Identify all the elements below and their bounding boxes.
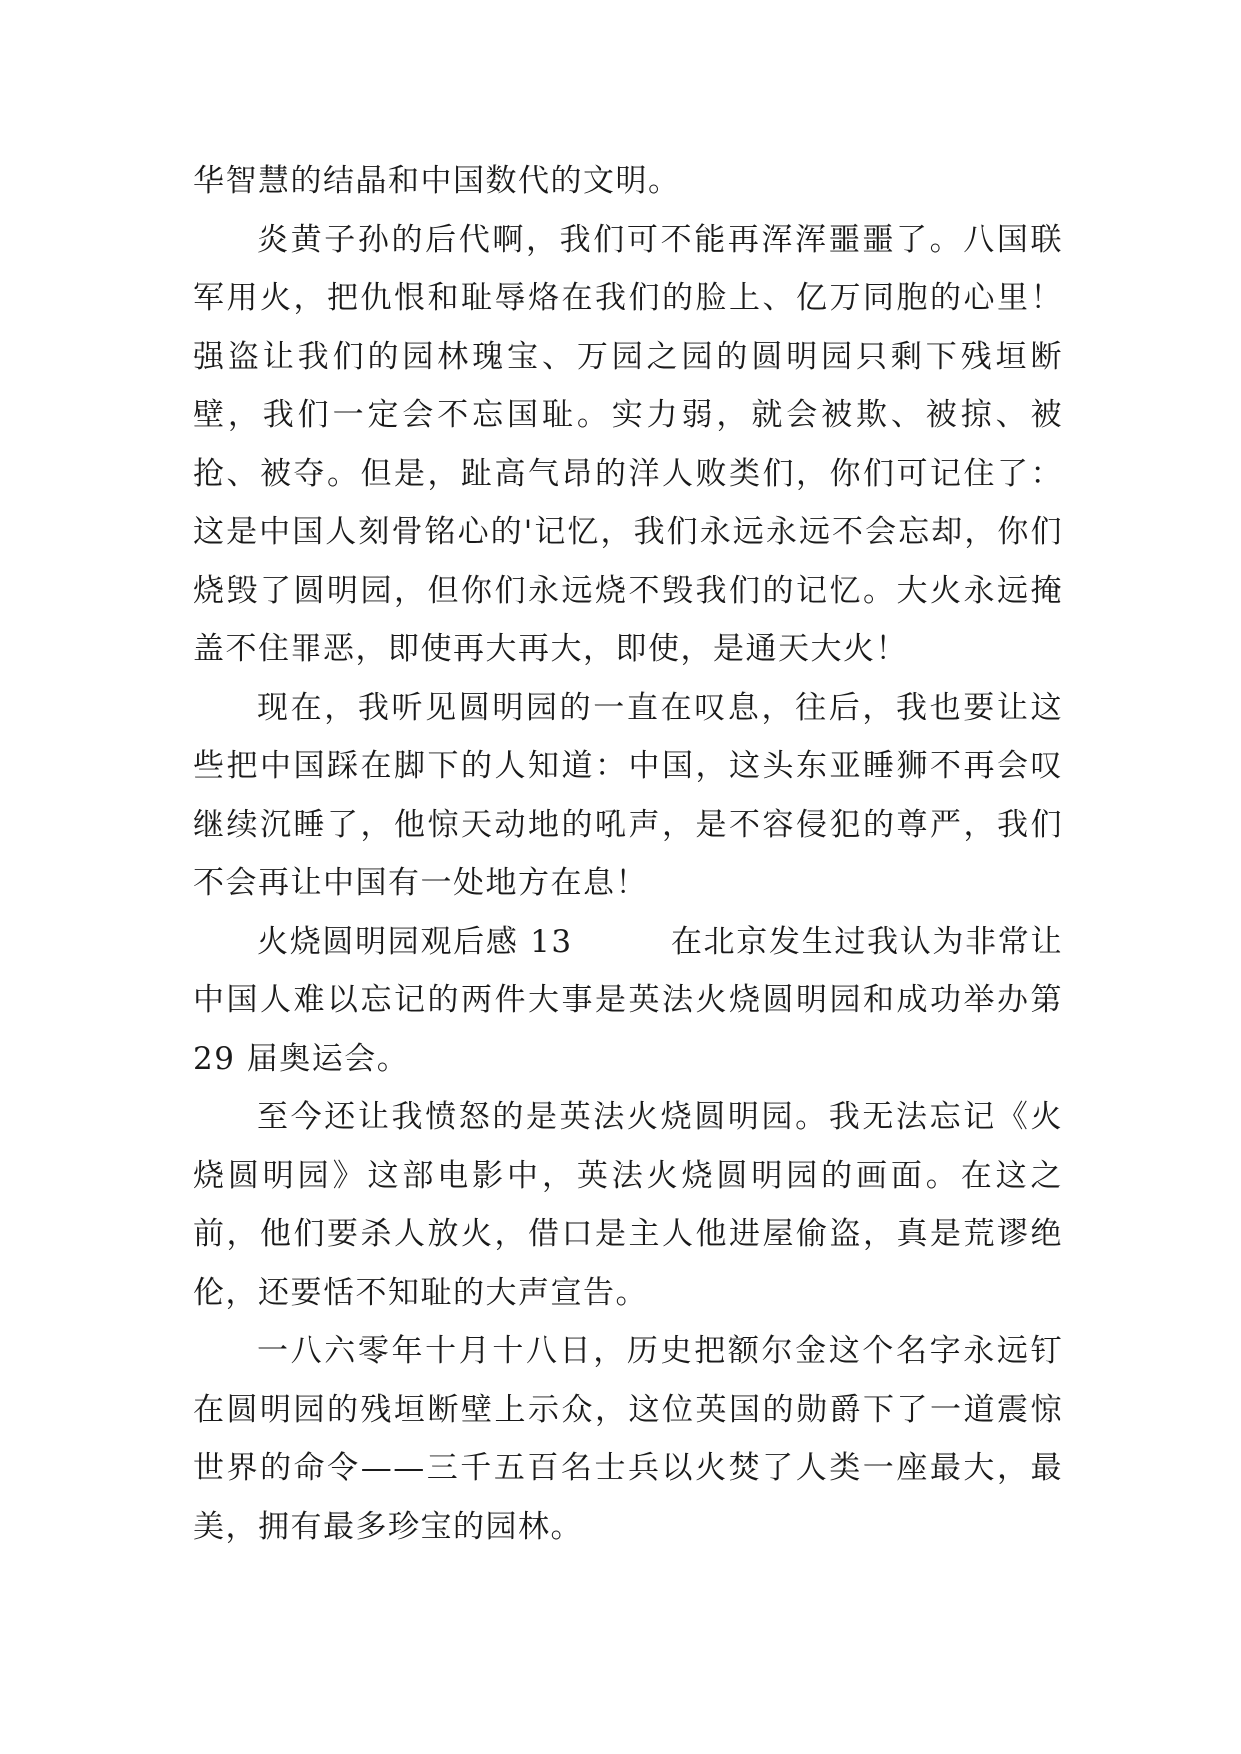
paragraph-6: 一八六零年十月十八日，历史把额尔金这个名字永远钉在圆明园的残垣断壁上示众，这位英国的勋爵下了一道震惊世界的命令——三千五百名士兵以火焚了人类一座最大，最美，拥有最多珍宝的园林。 xyxy=(193,1333,1063,1545)
paragraph-3: 现在，我听见圆明园的一直在叹息，往后，我也要让这些把中国踩在脚下的人知道：中国，这头东亚睡狮不再会叹继续沉睡了，他惊天动地的吼声，是不容侵犯的尊严，我们不会再让中国有一处地方在息！ xyxy=(193,689,1063,901)
paragraph-5: 至今还让我愤怒的是英法火烧圆明园。我无法忘记《火烧圆明园》这部电影中，英法火烧圆明园的画面。在这之前，他们要杀人放火，借口是主人他进屋偷盗，真是荒谬绝伦，还要恬不知耻的大声宣告。 xyxy=(193,1099,1063,1311)
paragraph-4: 火烧圆明园观后感 13 在北京发生过我认为非常让中国人难以忘记的两件大事是英法火烧圆明园和成功举办第 29 届奥运会。 xyxy=(193,923,1063,1077)
paragraph-2: 炎黄子孙的后代啊，我们可不能再浑浑噩噩了。八国联军用火，把仇恨和耻辱烙在我们的脸上、亿万同胞的心里！强盗让我们的园林瑰宝、万园之园的圆明园只剩下残垣断壁，我们一定会不忘国耻。实力弱，就会被欺、被掠、被抢、被夺。但是，趾高气昂的洋人败类们，你们可记住了：这是中国人刻骨铭心的'记忆，我们永远永远不会忘却，你们烧毁了圆明园，但你们永远烧不毁我们的记忆。大火永远掩盖不住罪恶，即使再大再大，即使，是通天大火！ xyxy=(193,221,1063,667)
paragraph-1: 华智慧的结晶和中国数代的文明。 xyxy=(193,163,681,199)
document-page xyxy=(193,152,1063,1556)
